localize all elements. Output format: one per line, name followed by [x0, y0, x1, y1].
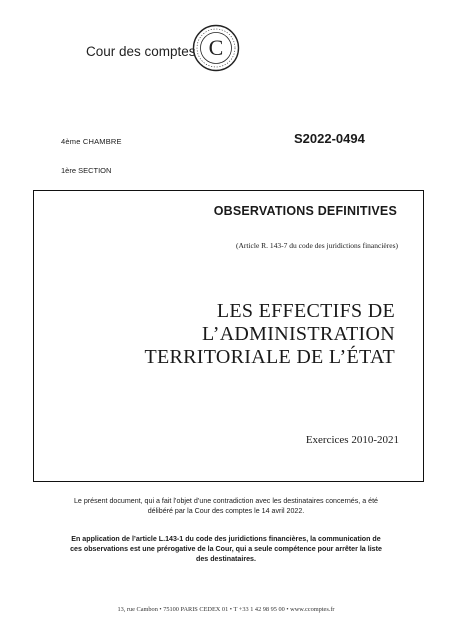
note-line: Le présent document, qui a fait l’objet d’une contradiction avec les destinataires concernés, a été [73, 497, 379, 505]
report-title-line: LES EFFECTIFS DE [216, 300, 395, 322]
note-line: des destinataires. [196, 555, 256, 563]
organization-name: Cour des comptes [86, 44, 196, 59]
note-line: En application de l’article L.143-1 du code des juridictions financières, la communication de [71, 535, 381, 543]
report-title-line: L’ADMINISTRATION [202, 323, 395, 345]
note-line: délibéré par la Cour des comptes le 14 avril 2022. [147, 507, 305, 515]
report-title [33, 300, 395, 369]
section-label: 1ère SECTION [61, 166, 112, 175]
article-reference: (Article R. 143-7 du code des juridictions financières) [235, 241, 398, 250]
logo-emblem-icon [192, 24, 240, 72]
cour-des-comptes-logo [192, 24, 240, 72]
observations-heading: OBSERVATIONS DEFINITIVES [213, 204, 397, 218]
document-reference: S2022-0494 [294, 131, 365, 146]
report-title-line: TERRITORIALE DE L’ÉTAT [144, 346, 395, 368]
deliberation-note [50, 496, 402, 516]
communication-note [50, 534, 402, 564]
chamber-label: 4ème CHAMBRE [61, 137, 122, 146]
logo-letter: C [208, 35, 224, 60]
note-line: ces observations est une prérogative de la Cour, qui a seule compétence pour arrêter la liste [70, 545, 382, 553]
fiscal-years: Exercices 2010-2021 [305, 434, 399, 446]
footer-address: 13, rue Cambon • 75100 PARIS CEDEX 01 • T +33 1 42 98 95 00 • www.ccomptes.fr [117, 606, 335, 613]
